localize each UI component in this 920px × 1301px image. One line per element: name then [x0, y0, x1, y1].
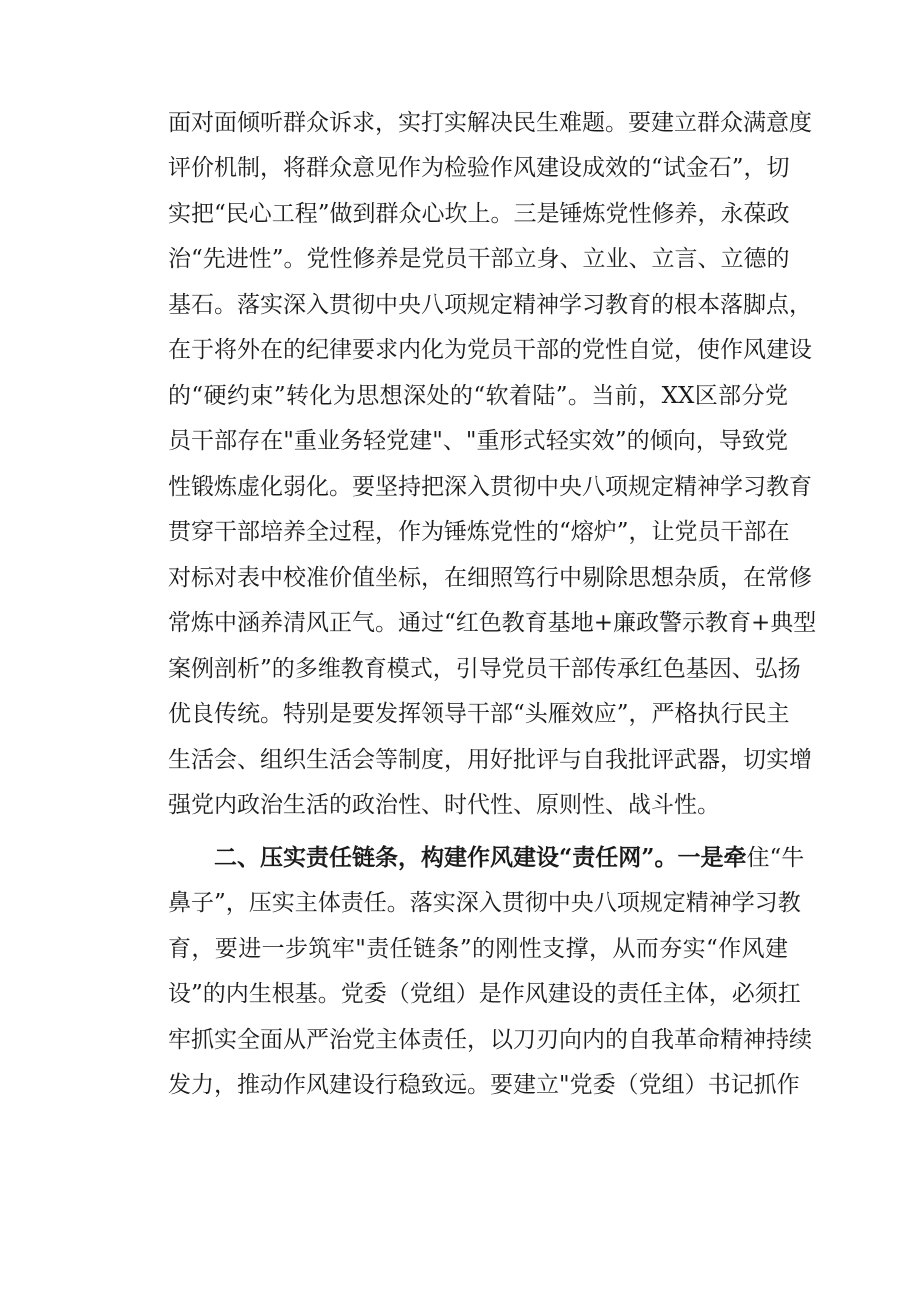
paragraph-line: 鼻子”，压实主体责任。落实深入贯彻中央八项规定精神学习教: [168, 890, 801, 916]
paragraph-line: 优良传统。特别是要发挥领导干部“头雁效应”，严格执行民主: [168, 701, 790, 727]
paragraph-line: 在于将外在的纪律要求内化为党员干部的党性自觉，使作风建设: [168, 337, 812, 363]
paragraph-line: 性锻炼虚化弱化。要坚持把深入贯彻中央八项规定精神学习教育: [168, 474, 812, 500]
paragraph-line: 面对面倾听群众诉求，实打实解决民生难题。要建立群众满意度: [168, 110, 812, 136]
paragraph-line: 贯穿干部培养全过程，作为锤炼党性的“熔炉”，让党员干部在: [168, 519, 790, 545]
paragraph-line: 基石。落实深入贯彻中央八项规定精神学习教育的根本落脚点，: [168, 292, 812, 318]
section-heading-rest: 住“牛: [746, 845, 805, 871]
paragraph-line: 强党内政治生活的政治性、时代性、原则性、战斗性。: [168, 792, 720, 818]
paragraph-line: 员干部存在"重业务轻党建"、"重形式轻实效”的倾向，导致党: [168, 428, 788, 454]
section-heading: 二、压实责任链条，构建作风建设“责任网”。一是牵: [214, 844, 747, 871]
paragraph-line: 生活会、组织生活会等制度，用好批评与自我批评武器，切实增: [168, 747, 812, 773]
paragraph-line: 设”的内生根基。党委（党组）是作风建设的责任主体，必须扛: [168, 981, 801, 1007]
paragraph-line: 发力，推动作风建设行稳致远。要建立"党委（党组）书记抓作: [168, 1072, 800, 1098]
paragraph-line: 常炼中涵养清风正气。通过“红色教育基地+廉政警示教育+典型: [168, 610, 817, 636]
section-heading-line: [214, 843, 805, 873]
paragraph-line: 育，要进一步筑牢"责任链条”的刚性支撑，从而夯实“作风建: [168, 936, 788, 962]
paragraph-line: 牢抓实全面从严治党主体责任，以刀刃向内的自我革命精神持续: [168, 1027, 812, 1053]
paragraph-line: 的“硬约束”转化为思想深处的“软着陆”。当前，XX区部分党: [168, 383, 788, 409]
paragraph-line: 对标对表中校准价值坐标，在细照笃行中剔除思想杂质，在常修: [168, 565, 812, 591]
paragraph-line: 治“先进性”。党性修养是党员干部立身、立业、立言、立德的: [168, 246, 790, 272]
paragraph-line: 实把“民心工程”做到群众心坎上。三是锤炼党性修养，永葆政: [168, 201, 790, 227]
paragraph-line: 案例剖析”的多维教育模式，引导党员干部传承红色基因、弘扬: [168, 656, 801, 682]
paragraph-line: 评价机制，将群众意见作为检验作风建设成效的“试金石”，切: [168, 155, 790, 181]
